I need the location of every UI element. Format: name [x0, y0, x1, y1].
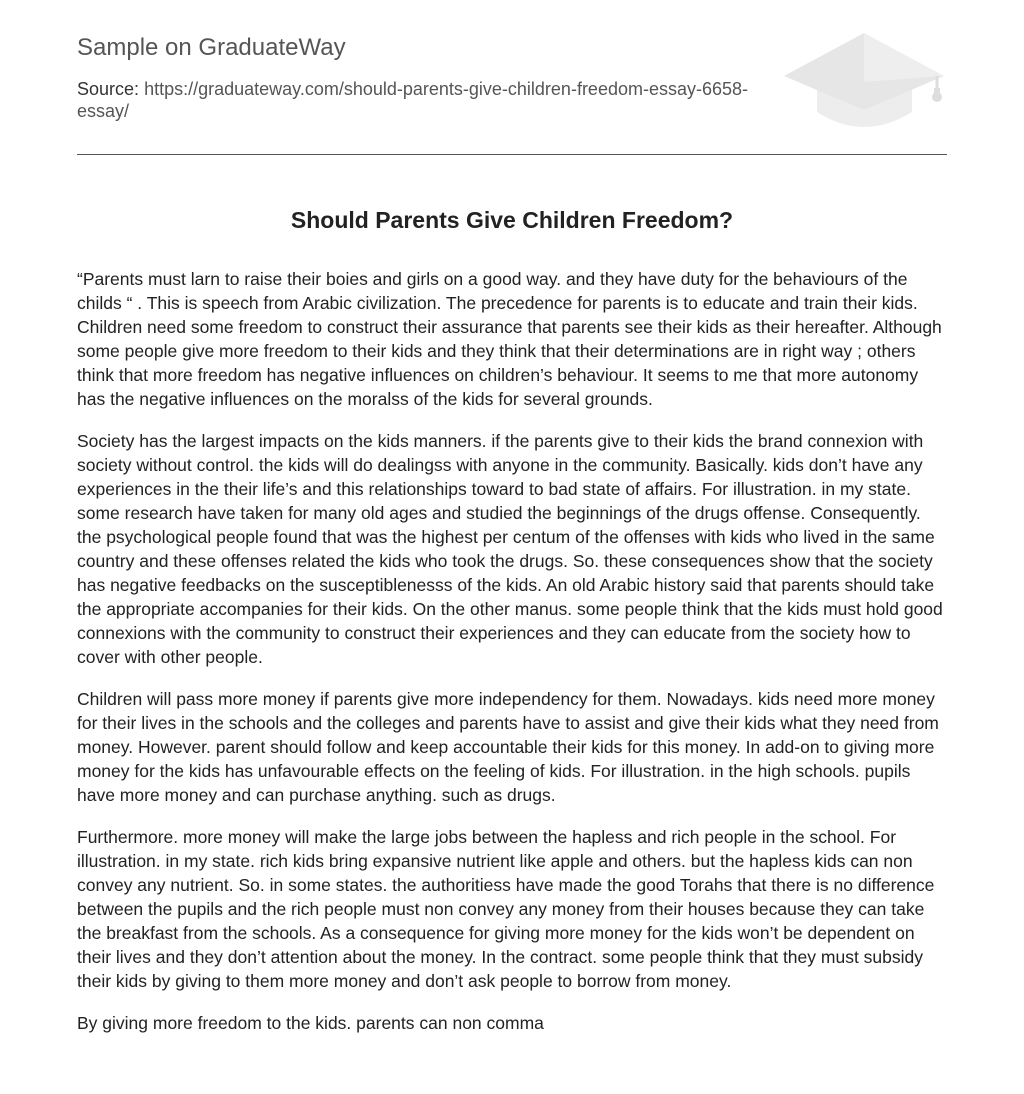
essay-body	[77, 267, 947, 1053]
essay-paragraph: Furthermore. more money will make the large jobs between the hapless and rich people in the school. For illustration. in my state. rich kids bring expansive nutrient like apple and others. but the hapless kids can non convey any nutrient. So. in some states. the authoritiess have made the good Torahs that there is no difference between the pupils and the rich people must non convey any money from their houses because they can take the breakfast from the schools. As a consequence for giving more money for the kids won’t be dependent on their lives and they don’t attention about the money. In the contract. some people think that they must subsidy their kids by giving to them more money and don’t ask people to borrow from money.	[77, 827, 935, 991]
graduation-cap-icon	[782, 30, 947, 134]
essay-paragraph: By giving more freedom to the kids. parents can non comma	[77, 1013, 544, 1033]
header-divider	[77, 154, 947, 155]
site-title: Sample on GraduateWay	[77, 34, 346, 61]
source-label: Source:	[77, 79, 140, 99]
source-link[interactable]: https://graduateway.com/should-parents-give-children-freedom-essay-6658-essay/	[77, 79, 749, 121]
essay-paragraph: Society has the largest impacts on the kids manners. if the parents give to their kids the brand connexion with society without control. the kids will do dealingss with anyone in the community. Basically. kids don’t have any experiences in the their life’s and this relationships toward to bad state of affairs. For illustration. in my state. some research have taken for many old ages and studied the beginnings of the drugs offense. Consequently. the psychological people found that was the highest per centum of the offenses with kids who lived in the same country and these offenses related the kids who took the drugs. So. these consequences show that the society has negative feedbacks on the susceptiblenesss of the kids. An old Arabic history said that parents should take the appropriate accompanies for their kids. On the other manus. some people think that the kids must hold good connexions with the community to construct their experiences and they can educate from the society how to cover with other people.	[77, 431, 943, 667]
essay-title: Should Parents Give Children Freedom?	[290, 207, 734, 233]
source-line	[77, 78, 767, 122]
essay-paragraph: Children will pass more money if parents give more independency for them. Nowadays. kids need more money for their lives in the schools and the colleges and parents have to assist and give their kids what they need from money. However. parent should follow and keep accountable their kids for this money. In add-on to giving more money for the kids has unfavourable effects on the feeling of kids. For illustration. in the high schools. pupils have more money and can purchase anything. such as drugs.	[77, 689, 939, 805]
essay-paragraph: “Parents must larn to raise their boies and girls on a good way. and they have duty for the behaviours of the childs “ . This is speech from Arabic civilization. The precedence for parents is to educate and train their kids. Children need some freedom to construct their assurance that parents see their kids as their hereafter. Although some people give more freedom to their kids and they think that their determinations are in right way ; others think that more freedom has negative influences on children’s behaviour. It seems to me that more autonomy has the negative influences on the moralss of the kids for several grounds.	[77, 269, 942, 409]
